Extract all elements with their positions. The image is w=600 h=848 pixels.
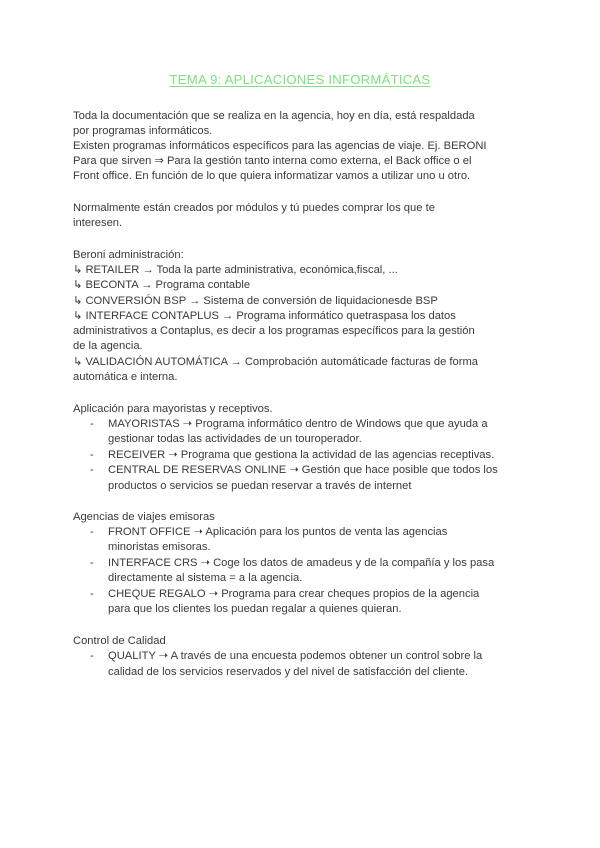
bullet-dash: -	[90, 650, 94, 662]
list-item: minoristas emisoras.	[108, 541, 211, 553]
modulos-line: Normalmente están creados por módulos y tú puedes comprar los que te	[73, 202, 435, 214]
bullet-dash: -	[90, 526, 94, 538]
list-item: para que los clientes los puedan regalar a quienes quieran.	[108, 603, 402, 615]
beroni-line: ↳ INTERFACE CONTAPLUS → Programa informático quetraspasa los datos	[73, 310, 456, 322]
calidad-heading: Control de Calidad	[73, 635, 166, 647]
beroni-heading: Beroni administración:	[73, 249, 184, 261]
list-item: gestionar todas las actividades de un touroperador.	[108, 433, 362, 445]
list-item: QUALITY ➝ A través de una encuesta podemos obtener un control sobre la	[108, 650, 483, 662]
mayoristas-heading: Aplicación para mayoristas y receptivos.	[73, 403, 273, 415]
page-title: TEMA 9: APLICACIONES INFORMÁTICAS	[169, 72, 431, 87]
intro-line: Para que sirven ⇒ Para la gestión tanto interna como externa, el Back office o el	[73, 155, 472, 167]
beroni-line: ↳ BECONTA → Programa contable	[73, 279, 251, 291]
bullet-dash: -	[90, 588, 94, 600]
bullet-dash: -	[90, 418, 94, 430]
bullet-dash: -	[90, 557, 94, 569]
beroni-line: ↳ RETAILER → Toda la parte administrativa, económica,fiscal, ...	[73, 264, 398, 276]
list-item: directamente al sistema = a la agencia.	[108, 572, 303, 584]
list-item: productos o servicios se puedan reservar a través de internet	[108, 480, 412, 492]
emisoras-heading: Agencias de viajes emisoras	[73, 511, 215, 523]
intro-line: Toda la documentación que se realiza en la agencia, hoy en día, está respaldada	[73, 110, 475, 122]
list-item: FRONT OFFICE ➝ Aplicación para los puntos de venta las agencias	[108, 526, 448, 538]
intro-line: Front office. En función de lo que quiera informatizar vamos a utilizar uno u otro.	[73, 170, 471, 182]
bullet-dash: -	[90, 464, 94, 476]
beroni-line: administrativos a Contaplus, es decir a los programas específicos para la gestión	[73, 325, 475, 337]
list-item: RECEIVER ➝ Programa que gestiona la actividad de las agencias receptivas.	[108, 449, 495, 461]
intro-line: Existen programas informáticos específicos para las agencias de viaje. Ej. BERONI	[73, 140, 487, 152]
beroni-line: ↳ CONVERSIÓN BSP → Sistema de conversión de liquidacionesde BSP	[73, 295, 438, 307]
list-item: CHEQUE REGALO ➝ Programa para crear cheques propios de la agencia	[108, 588, 480, 600]
modulos-line: interesen.	[73, 217, 123, 229]
list-item: MAYORISTAS ➝ Programa informático dentro de Windows que que ayuda a	[108, 418, 488, 430]
bullet-dash: -	[90, 449, 94, 461]
list-item: calidad de los servicios reservados y del nivel de satisfacción del cliente.	[108, 666, 469, 678]
list-item: INTERFACE CRS ➝ Coge los datos de amadeus y de la compañía y los pasa	[108, 557, 495, 569]
intro-line: por programas informáticos.	[73, 125, 213, 137]
beroni-line: ↳ VALIDACIÓN AUTOMÁTICA → Comprobación automáticade facturas de forma	[73, 356, 479, 368]
beroni-line: de la agencia.	[73, 340, 143, 352]
beroni-line: automática e interna.	[73, 371, 178, 383]
list-item: CENTRAL DE RESERVAS ONLINE ➝ Gestión que hace posible que todos los	[108, 464, 498, 476]
